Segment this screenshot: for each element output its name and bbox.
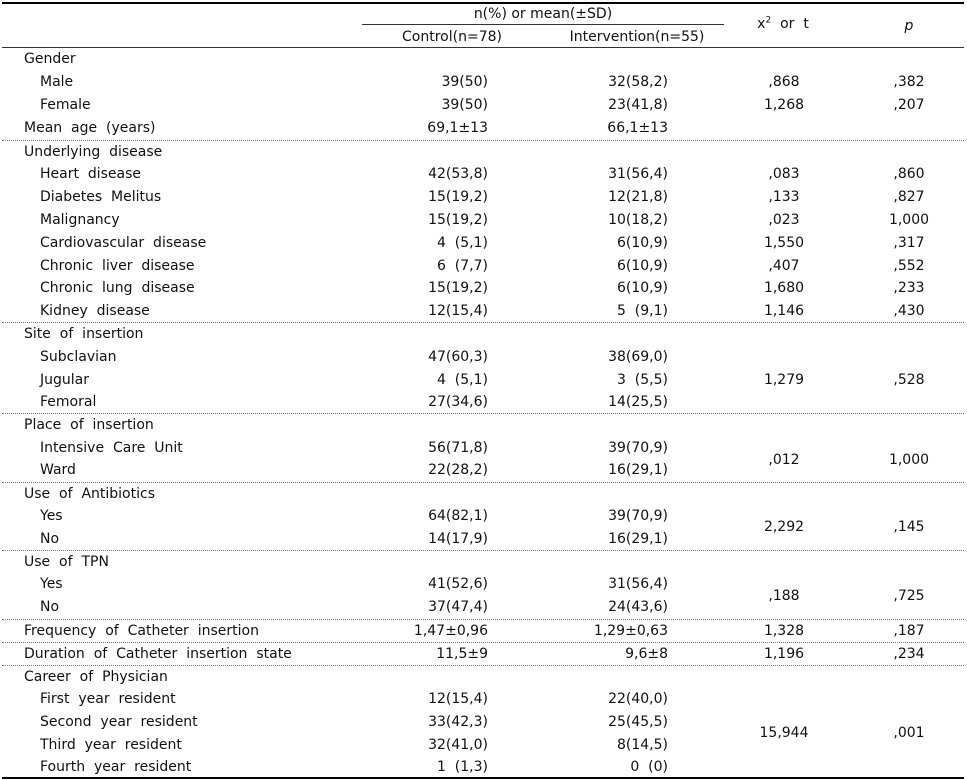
table-row — [2, 643, 964, 666]
row-label: Femoral — [40, 394, 97, 410]
table-row — [2, 391, 964, 414]
intervention-value: 6(10,9) — [616, 258, 668, 274]
header-stat — [728, 15, 838, 33]
table-bottom-rule — [2, 777, 964, 779]
table-top-rule — [2, 2, 964, 4]
intervention-value: 39(70,9) — [608, 508, 668, 524]
section-title-place: Place of insertion — [24, 417, 154, 433]
table-row — [2, 163, 964, 186]
table-row — [2, 551, 964, 574]
row-label: Ward — [40, 462, 76, 478]
control-value: 15(19,2) — [428, 280, 488, 296]
control-value: 47(60,3) — [428, 349, 488, 365]
stat-value: 1,328 — [763, 623, 805, 639]
row-label: Intensive Care Unit — [40, 440, 183, 456]
table-row — [2, 323, 964, 346]
control-value: 4 (5,1) — [437, 235, 488, 251]
stat-value: ,083 — [768, 166, 800, 182]
control-value: 27(34,6) — [428, 394, 488, 410]
intervention-value: 6(10,9) — [616, 280, 668, 296]
table-row — [2, 186, 964, 209]
control-value: 12(15,4) — [428, 303, 488, 319]
p-value: ,382 — [893, 74, 925, 90]
intervention-value: 16(29,1) — [608, 462, 668, 478]
intervention-value: 1,29±0,63 — [593, 623, 668, 639]
table-row — [2, 94, 964, 117]
control-value: 64(82,1) — [428, 508, 488, 524]
stat-value: 2,292 — [763, 519, 805, 535]
p-value: ,207 — [893, 97, 925, 113]
row-label: First year resident — [40, 691, 176, 707]
table-row — [2, 141, 964, 164]
intervention-value: 24(43,6) — [608, 599, 668, 615]
stat-value: ,868 — [768, 74, 800, 90]
row-label: Subclavian — [40, 349, 117, 365]
table-row — [2, 71, 964, 94]
control-value: 42(53,8) — [428, 166, 488, 182]
row-label: Malignancy — [40, 212, 120, 228]
intervention-value: 0 (0) — [630, 759, 668, 775]
intervention-value: 10(18,2) — [608, 212, 668, 228]
control-value: 41(52,6) — [428, 576, 488, 592]
table-row — [2, 414, 964, 437]
p-value: ,430 — [893, 303, 925, 319]
row-label: Fourth year resident — [40, 759, 192, 775]
intervention-value: 31(56,4) — [608, 576, 668, 592]
table-row — [2, 620, 964, 643]
p-value: ,145 — [893, 519, 925, 535]
row-label: Frequency of Catheter insertion — [24, 623, 259, 639]
row-label: Yes — [40, 508, 63, 524]
stat-value: 1,196 — [763, 646, 805, 662]
intervention-value: 6(10,9) — [616, 235, 668, 251]
intervention-value: 5 (9,1) — [617, 303, 668, 319]
table-row — [2, 688, 964, 711]
header-control: Control(n=78) — [402, 29, 502, 45]
table-row — [2, 255, 964, 278]
table-row — [2, 209, 964, 232]
header-group-rule — [362, 24, 724, 25]
control-value: 1 (1,3) — [437, 759, 488, 775]
control-value: 6 (7,7) — [437, 258, 488, 274]
stat-value: ,188 — [768, 588, 800, 604]
table-row — [2, 346, 964, 369]
p-value: ,187 — [893, 623, 925, 639]
row-label: Jugular — [40, 372, 89, 388]
header-stat-sup: 2 — [765, 15, 772, 26]
row-label: Third year resident — [40, 737, 182, 753]
header-stat-base: x — [757, 16, 766, 32]
control-value: 15(19,2) — [428, 189, 488, 205]
stat-value: ,023 — [768, 212, 800, 228]
p-value: ,860 — [893, 166, 925, 182]
control-value: 39(50) — [441, 97, 488, 113]
row-label: Male — [40, 74, 74, 90]
p-value: 1,000 — [888, 452, 930, 468]
p-value: ,552 — [893, 258, 925, 274]
intervention-value: 38(69,0) — [608, 349, 668, 365]
intervention-value: 8(14,5) — [616, 737, 668, 753]
intervention-value: 16(29,1) — [608, 531, 668, 547]
intervention-value: 22(40,0) — [608, 691, 668, 707]
row-label: No — [40, 599, 60, 615]
row-label: Second year resident — [40, 714, 198, 730]
control-value: 32(41,0) — [428, 737, 488, 753]
intervention-value: 3 (5,5) — [617, 372, 668, 388]
control-value: 14(17,9) — [428, 531, 488, 547]
stat-value: ,133 — [768, 189, 800, 205]
intervention-value: 31(56,4) — [608, 166, 668, 182]
p-value: ,725 — [893, 588, 925, 604]
p-value: ,317 — [893, 235, 925, 251]
row-label: No — [40, 531, 60, 547]
table-row — [2, 666, 964, 689]
table-row — [2, 117, 964, 140]
row-label: Kidney disease — [40, 303, 150, 319]
control-value: 69,1±13 — [427, 120, 488, 136]
control-value: 33(42,3) — [428, 714, 488, 730]
stat-value: 1,279 — [763, 372, 805, 388]
section-title-gender: Gender — [24, 51, 76, 67]
stat-value: 1,146 — [763, 303, 805, 319]
row-label: Diabetes Melitus — [40, 189, 162, 205]
control-value: 22(28,2) — [428, 462, 488, 478]
control-value: 4 (5,1) — [437, 372, 488, 388]
section-title-disease: Underlying disease — [24, 144, 163, 160]
table-row — [2, 232, 964, 255]
control-value: 1,47±0,96 — [413, 623, 488, 639]
row-label: Heart disease — [40, 166, 142, 182]
row-label: Cardiovascular disease — [40, 235, 207, 251]
table-row — [2, 300, 964, 323]
p-value: ,233 — [893, 280, 925, 296]
control-value: 56(71,8) — [428, 440, 488, 456]
row-label: Mean age (years) — [24, 120, 156, 136]
stat-value: ,407 — [768, 258, 800, 274]
section-title-site: Site of insertion — [24, 326, 144, 342]
stat-value: 15,944 — [759, 725, 809, 741]
control-value: 37(47,4) — [428, 599, 488, 615]
control-value: 12(15,4) — [428, 691, 488, 707]
p-value: ,827 — [893, 189, 925, 205]
control-value: 15(19,2) — [428, 212, 488, 228]
stat-value: 1,680 — [763, 280, 805, 296]
table-row — [2, 48, 964, 71]
table-row — [2, 483, 964, 506]
row-label: Chronic liver disease — [40, 258, 195, 274]
intervention-value: 23(41,8) — [608, 97, 668, 113]
section-title-tpn: Use of TPN — [24, 554, 109, 570]
intervention-value: 66,1±13 — [607, 120, 668, 136]
section-title-antibiotics: Use of Antibiotics — [24, 486, 155, 502]
row-label: Female — [40, 97, 91, 113]
row-label: Yes — [40, 576, 63, 592]
intervention-value: 12(21,8) — [608, 189, 668, 205]
p-value: ,001 — [893, 725, 925, 741]
table-row — [2, 756, 964, 779]
control-value: 11,5±9 — [436, 646, 488, 662]
header-p: p — [904, 18, 914, 34]
section-title-career: Career of Physician — [24, 669, 168, 685]
header-group-label: n(%) or mean(±SD) — [473, 6, 613, 22]
stat-value: 1,268 — [763, 97, 805, 113]
stat-value: 1,550 — [763, 235, 805, 251]
stat-value: ,012 — [768, 452, 800, 468]
intervention-value: 14(25,5) — [608, 394, 668, 410]
p-value: 1,000 — [888, 212, 930, 228]
intervention-value: 32(58,2) — [608, 74, 668, 90]
header-stat-rest: or t — [771, 16, 809, 32]
intervention-value: 9,6±8 — [625, 646, 668, 662]
intervention-value: 25(45,5) — [608, 714, 668, 730]
intervention-value: 39(70,9) — [608, 440, 668, 456]
table-row — [2, 277, 964, 300]
row-label: Duration of Catheter insertion state — [24, 646, 292, 662]
p-value: ,234 — [893, 646, 925, 662]
header-intervention: Intervention(n=55) — [569, 29, 705, 45]
control-value: 39(50) — [441, 74, 488, 90]
row-label: Chronic lung disease — [40, 280, 195, 296]
p-value: ,528 — [893, 372, 925, 388]
table-row — [2, 369, 964, 392]
